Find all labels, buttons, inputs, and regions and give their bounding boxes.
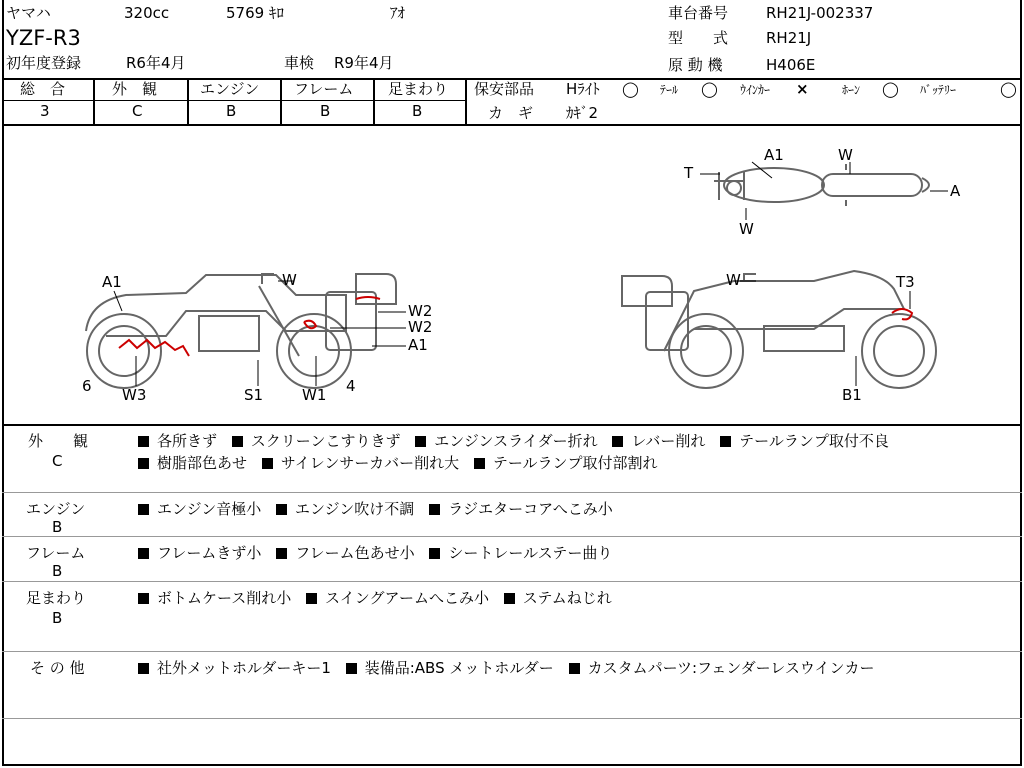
section-exterior bbox=[2, 424, 1022, 492]
score-total-label: 総 合 bbox=[20, 80, 66, 98]
list-item: シートレールステー曲り bbox=[429, 544, 612, 562]
label-left-a1: A1 bbox=[102, 273, 122, 291]
score-engine-value: B bbox=[226, 102, 237, 120]
first-reg-value: R6年4月 bbox=[126, 54, 186, 72]
mileage: 5769 ｷﾛ bbox=[226, 4, 284, 22]
defect-list bbox=[138, 587, 1018, 609]
list-item: フレーム色あせ小 bbox=[276, 544, 414, 562]
left-view-bike bbox=[86, 274, 396, 388]
section-grade: B bbox=[52, 518, 63, 536]
list-item: ステムねじれ bbox=[504, 589, 612, 607]
list-item: サイレンサーカバー削れ大 bbox=[262, 454, 459, 472]
section-label: エンジン bbox=[26, 500, 86, 518]
divider bbox=[465, 78, 467, 125]
safety-label: 保安部品 bbox=[474, 80, 535, 98]
section-suspension bbox=[2, 581, 1022, 651]
label-right-b1: B1 bbox=[842, 386, 862, 404]
label-left-6: 6 bbox=[82, 377, 92, 395]
section-label: 足まわり bbox=[26, 589, 87, 607]
label-left-w: W bbox=[282, 271, 297, 289]
maker: ヤマハ bbox=[6, 4, 51, 22]
inspection-label: 車検 bbox=[284, 54, 315, 72]
key-value: ｶｷﾞ2 bbox=[566, 104, 599, 122]
defect-list bbox=[138, 542, 1018, 564]
defect-list bbox=[138, 498, 1018, 520]
battery-mark: ◯ bbox=[1000, 80, 1017, 98]
key-label: カ ギ bbox=[488, 104, 534, 122]
score-frame-value: B bbox=[320, 102, 331, 120]
list-item: フレームきず小 bbox=[138, 544, 261, 562]
color: ｱｵ bbox=[390, 4, 406, 22]
inspection-value: R9年4月 bbox=[334, 54, 394, 72]
label-left-w1: W1 bbox=[302, 386, 327, 404]
list-item: カスタムパーツ:フェンダーレスウインカー bbox=[569, 659, 875, 677]
first-reg-label: 初年度登録 bbox=[6, 54, 82, 72]
list-item: エンジンスライダー折れ bbox=[415, 432, 597, 450]
engine-label: 原 動 機 bbox=[668, 56, 723, 74]
safety-headlight: Hﾗｲﾄ bbox=[566, 80, 600, 98]
damage-diagram bbox=[4, 126, 1020, 424]
label-top-w2: W bbox=[739, 220, 754, 238]
score-total-value: 3 bbox=[40, 102, 50, 120]
winker-mark: × bbox=[796, 80, 809, 98]
score-engine-label: エンジン bbox=[200, 80, 260, 98]
section-grade: C bbox=[52, 452, 63, 470]
label-top-a: A bbox=[950, 182, 961, 200]
section-label: 外 観 bbox=[28, 432, 89, 450]
score-suspension-value: B bbox=[412, 102, 423, 120]
list-item: テールランプ取付不良 bbox=[720, 432, 889, 450]
label-top-a1: A1 bbox=[764, 146, 784, 164]
list-item: エンジン音極小 bbox=[138, 500, 261, 518]
list-item: テールランプ取付部割れ bbox=[474, 454, 658, 472]
list-item: 各所きず bbox=[138, 432, 217, 450]
list-item: レバー削れ bbox=[612, 432, 705, 450]
list-item: ラジエターコアへこみ小 bbox=[429, 500, 613, 518]
engine-value: H406E bbox=[766, 56, 816, 74]
frame-no-label: 車台番号 bbox=[668, 4, 729, 22]
list-item: 樹脂部色あせ bbox=[138, 454, 247, 472]
label-left-4: 4 bbox=[346, 377, 356, 395]
divider bbox=[280, 78, 282, 125]
score-exterior-label: 外 観 bbox=[112, 80, 158, 98]
safety-winker: ｳｲﾝｶｰ bbox=[740, 83, 771, 97]
right-view-bike bbox=[622, 271, 936, 388]
section-grade: B bbox=[52, 562, 63, 580]
section-label: フレーム bbox=[26, 544, 86, 562]
frame-no-value: RH21J-002337 bbox=[766, 4, 874, 22]
displacement: 320cc bbox=[124, 4, 170, 22]
horn-mark: ◯ bbox=[882, 80, 899, 98]
list-item: スイングアームへこみ小 bbox=[306, 589, 489, 607]
section-engine bbox=[2, 492, 1022, 536]
defect-list bbox=[138, 657, 1018, 679]
label-right-w: W bbox=[726, 271, 741, 289]
tail-mark: ◯ bbox=[701, 80, 718, 98]
divider bbox=[2, 718, 1022, 719]
defect-list bbox=[138, 430, 1018, 474]
divider bbox=[93, 78, 95, 125]
label-left-w2a: W2 bbox=[408, 302, 433, 320]
label-left-a1b: A1 bbox=[408, 336, 428, 354]
top-view-bike bbox=[714, 164, 929, 206]
list-item: 装備品:ABS メットホルダー bbox=[346, 659, 554, 677]
label-left-s1: S1 bbox=[244, 386, 264, 404]
safety-tail: ﾃｰﾙ bbox=[660, 83, 679, 97]
label-right-t3: T3 bbox=[896, 273, 915, 291]
list-item: ボトムケース削れ小 bbox=[138, 589, 291, 607]
headlight-mark: ◯ bbox=[622, 80, 639, 98]
section-label: そ の 他 bbox=[30, 659, 85, 677]
divider bbox=[373, 78, 375, 125]
label-t: T bbox=[684, 164, 694, 182]
type-value: RH21J bbox=[766, 29, 812, 47]
label-left-w3: W3 bbox=[122, 386, 147, 404]
type-label: 型 式 bbox=[668, 29, 729, 47]
divider bbox=[187, 78, 189, 125]
score-suspension-label: 足まわり bbox=[388, 80, 449, 98]
list-item: スクリーンこすりきず bbox=[232, 432, 401, 450]
divider bbox=[2, 100, 466, 101]
label-top-w: W bbox=[838, 146, 853, 164]
safety-battery: ﾊﾞｯﾃﾘｰ bbox=[920, 83, 957, 97]
model-name: YZF-R3 bbox=[6, 26, 81, 50]
list-item: エンジン吹け不調 bbox=[276, 500, 414, 518]
safety-horn: ﾎｰﾝ bbox=[842, 83, 861, 97]
score-exterior-value: C bbox=[132, 102, 143, 120]
label-left-w2b: W2 bbox=[408, 318, 433, 336]
section-other bbox=[2, 651, 1022, 718]
section-frame bbox=[2, 536, 1022, 581]
list-item: 社外メットホルダーキー1 bbox=[138, 659, 331, 677]
score-frame-label: フレーム bbox=[294, 80, 354, 98]
section-grade: B bbox=[52, 609, 63, 627]
